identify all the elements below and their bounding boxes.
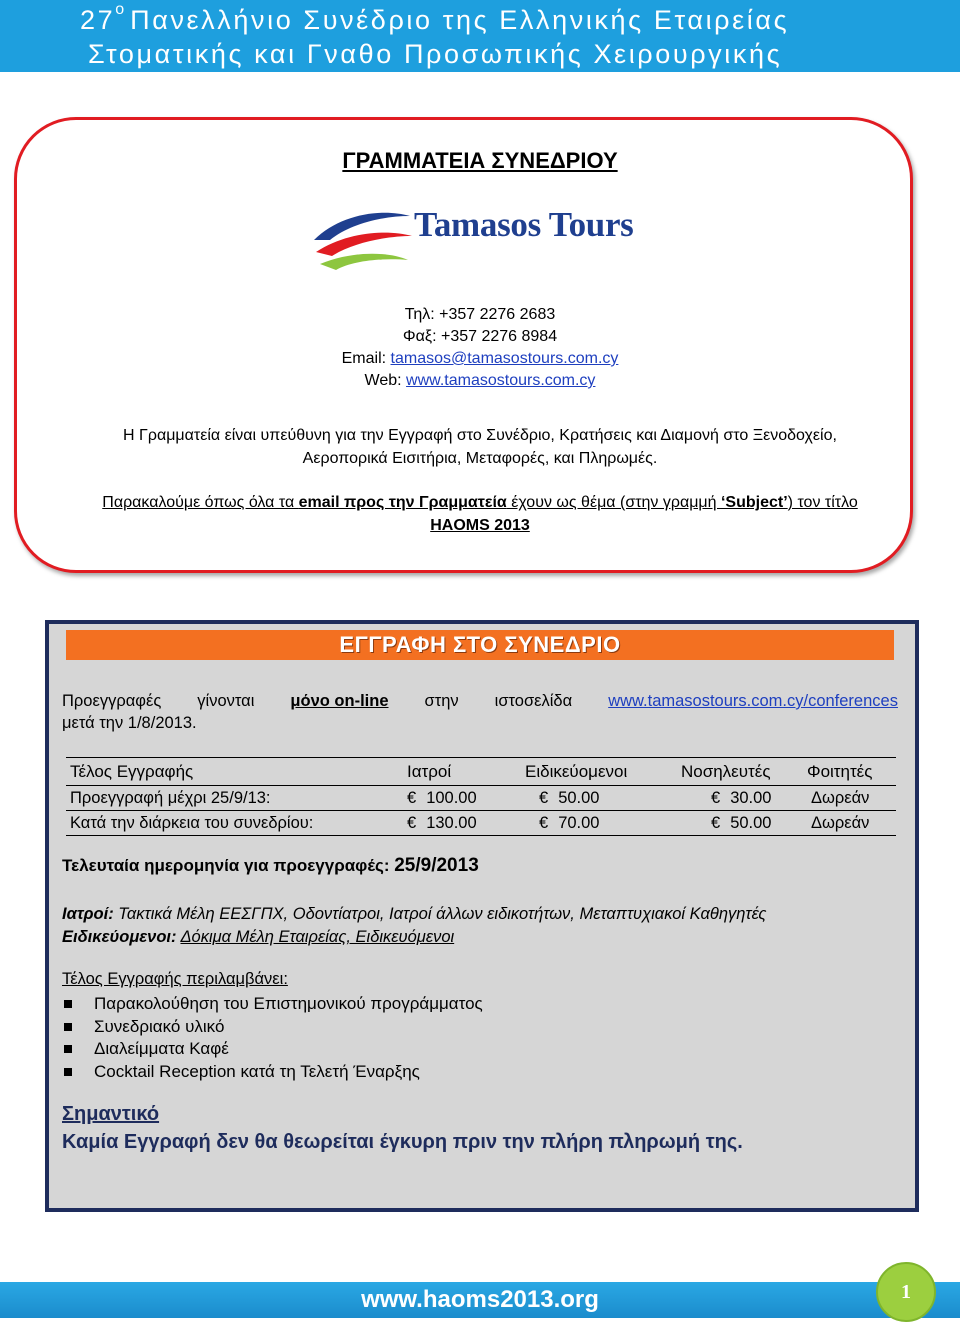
email-link[interactable]: tamasos@tamasostours.com.cy xyxy=(390,350,619,367)
fee-cell: € 50.00 xyxy=(681,811,807,836)
email-subject-note: Παρακαλούμε όπως όλα τα email προς την Γραμματεία έχουν ως θέμα (στην γραμμή ‘Subject’) τον τίτλο HAOMS 2013 xyxy=(102,494,858,534)
header-title-line2: Στοματικής και Γναθο Προσωπικής Χειρουργικής xyxy=(88,39,783,69)
fee-cell: € 50.00 xyxy=(525,786,681,811)
contact-email: Email: tamasos@tamasostours.com.cy xyxy=(341,350,619,367)
fee-row-label: Προεγγραφή μέχρι 25/9/13: xyxy=(66,786,407,811)
table-row xyxy=(66,811,896,836)
secretariat-description: Η Γραμματεία είναι υπεύθυνη για την Εγγραφή στο Συνέδριο, Κρατήσεις και Διαμονή στο Ξενοδοχείο, Αεροπορικά Εισιτήρια, Μεταφορές, και Πληρωμές. xyxy=(123,427,837,467)
web-link[interactable]: www.tamasostours.com.cy xyxy=(406,372,596,389)
includes-list xyxy=(62,993,483,1083)
important-title: Σημαντικό xyxy=(62,1103,160,1125)
includes-title: Τέλος Εγγραφής περιλαμβάνει: xyxy=(62,970,288,988)
fees-header: Τέλος Εγγραφής xyxy=(66,758,407,786)
footer-website[interactable]: www.haoms2013.org xyxy=(361,1286,599,1313)
logo-wordmark: Tamasos Tours xyxy=(414,205,634,244)
conferences-link[interactable]: www.tamasostours.com.cy/conferences xyxy=(608,692,898,710)
bullet-icon xyxy=(64,1045,72,1053)
contact-fax: Φαξ: +357 2276 8984 xyxy=(402,328,558,345)
fee-cell: € 70.00 xyxy=(525,811,681,836)
bullet-icon xyxy=(64,1068,72,1076)
fees-header: Ιατροί xyxy=(407,758,525,786)
important-text: Καμία Εγγραφή δεν θα θεωρείται έγκυρη πριν την πλήρη πληρωμή της. xyxy=(62,1131,743,1153)
fee-cell: € 30.00 xyxy=(681,786,807,811)
preregistration-text: Προεγγραφές γίνονται μόνο on-line στην ιστοσελίδα www.tamasostours.com.cy/conferences xyxy=(62,692,898,710)
residents-definition: Ειδικεύομενοι: Δόκιμα Μέλη Εταιρείας, Ειδικευόμενοι xyxy=(62,928,455,946)
contact-phone: Τηλ: +357 2276 2683 xyxy=(404,306,556,323)
registration-title: ΕΓΓΡΑΦΗ ΣΤΟ ΣΥΝΕΔΡΙΟ xyxy=(339,632,621,657)
list-item: Cocktail Reception κατά τη Τελετή Έναρξης xyxy=(62,1061,483,1084)
secretariat-title: ΓΡΑΜΜΑΤΕΙΑ ΣΥΝΕΔΡΙΟΥ xyxy=(342,148,618,173)
fees-table xyxy=(66,757,896,836)
fees-header: Ειδικεύομενοι xyxy=(525,758,681,786)
list-item: Διαλείμματα Καφέ xyxy=(62,1038,483,1061)
fee-cell: € 130.00 xyxy=(407,811,525,836)
preregistration-date: μετά την 1/8/2013. xyxy=(62,714,197,732)
list-item: Συνεδριακό υλικό xyxy=(62,1016,483,1039)
fees-header-row xyxy=(66,758,896,786)
fee-row-label: Κατά την διάρκεια του συνεδρίου: xyxy=(66,811,407,836)
page-header xyxy=(0,0,960,72)
preregistration-deadline: Τελευταία ημερομηνία για προεγγραφές: 25/9/2013 xyxy=(62,855,479,876)
bullet-icon xyxy=(64,1023,72,1031)
doctors-definition: Ιατροί: Τακτικά Μέλη ΕΕΣΓΠΧ, Οδοντίατροι, Ιατροί άλλων ειδικοτήτων, Μεταπτυχιακοί Καθηγητές xyxy=(62,905,767,923)
page-number-badge: 1 xyxy=(876,1262,936,1322)
table-row xyxy=(66,786,896,811)
fee-cell: Δωρεάν xyxy=(807,811,896,836)
header-title-line1: $27^o$ Πανελλήνιο Συνέδριο της Ελληνικής Εταιρείας xyxy=(80,1,790,35)
fees-header: Φοιτητές xyxy=(807,758,896,786)
fees-header: Νοσηλευτές xyxy=(681,758,807,786)
list-item: Παρακολούθηση του Επιστημονικού προγράμματος xyxy=(62,993,483,1016)
fee-cell: € 100.00 xyxy=(407,786,525,811)
contact-web: Web: www.tamasostours.com.cy xyxy=(364,372,596,389)
fee-cell: Δωρεάν xyxy=(807,786,896,811)
bullet-icon xyxy=(64,1000,72,1008)
